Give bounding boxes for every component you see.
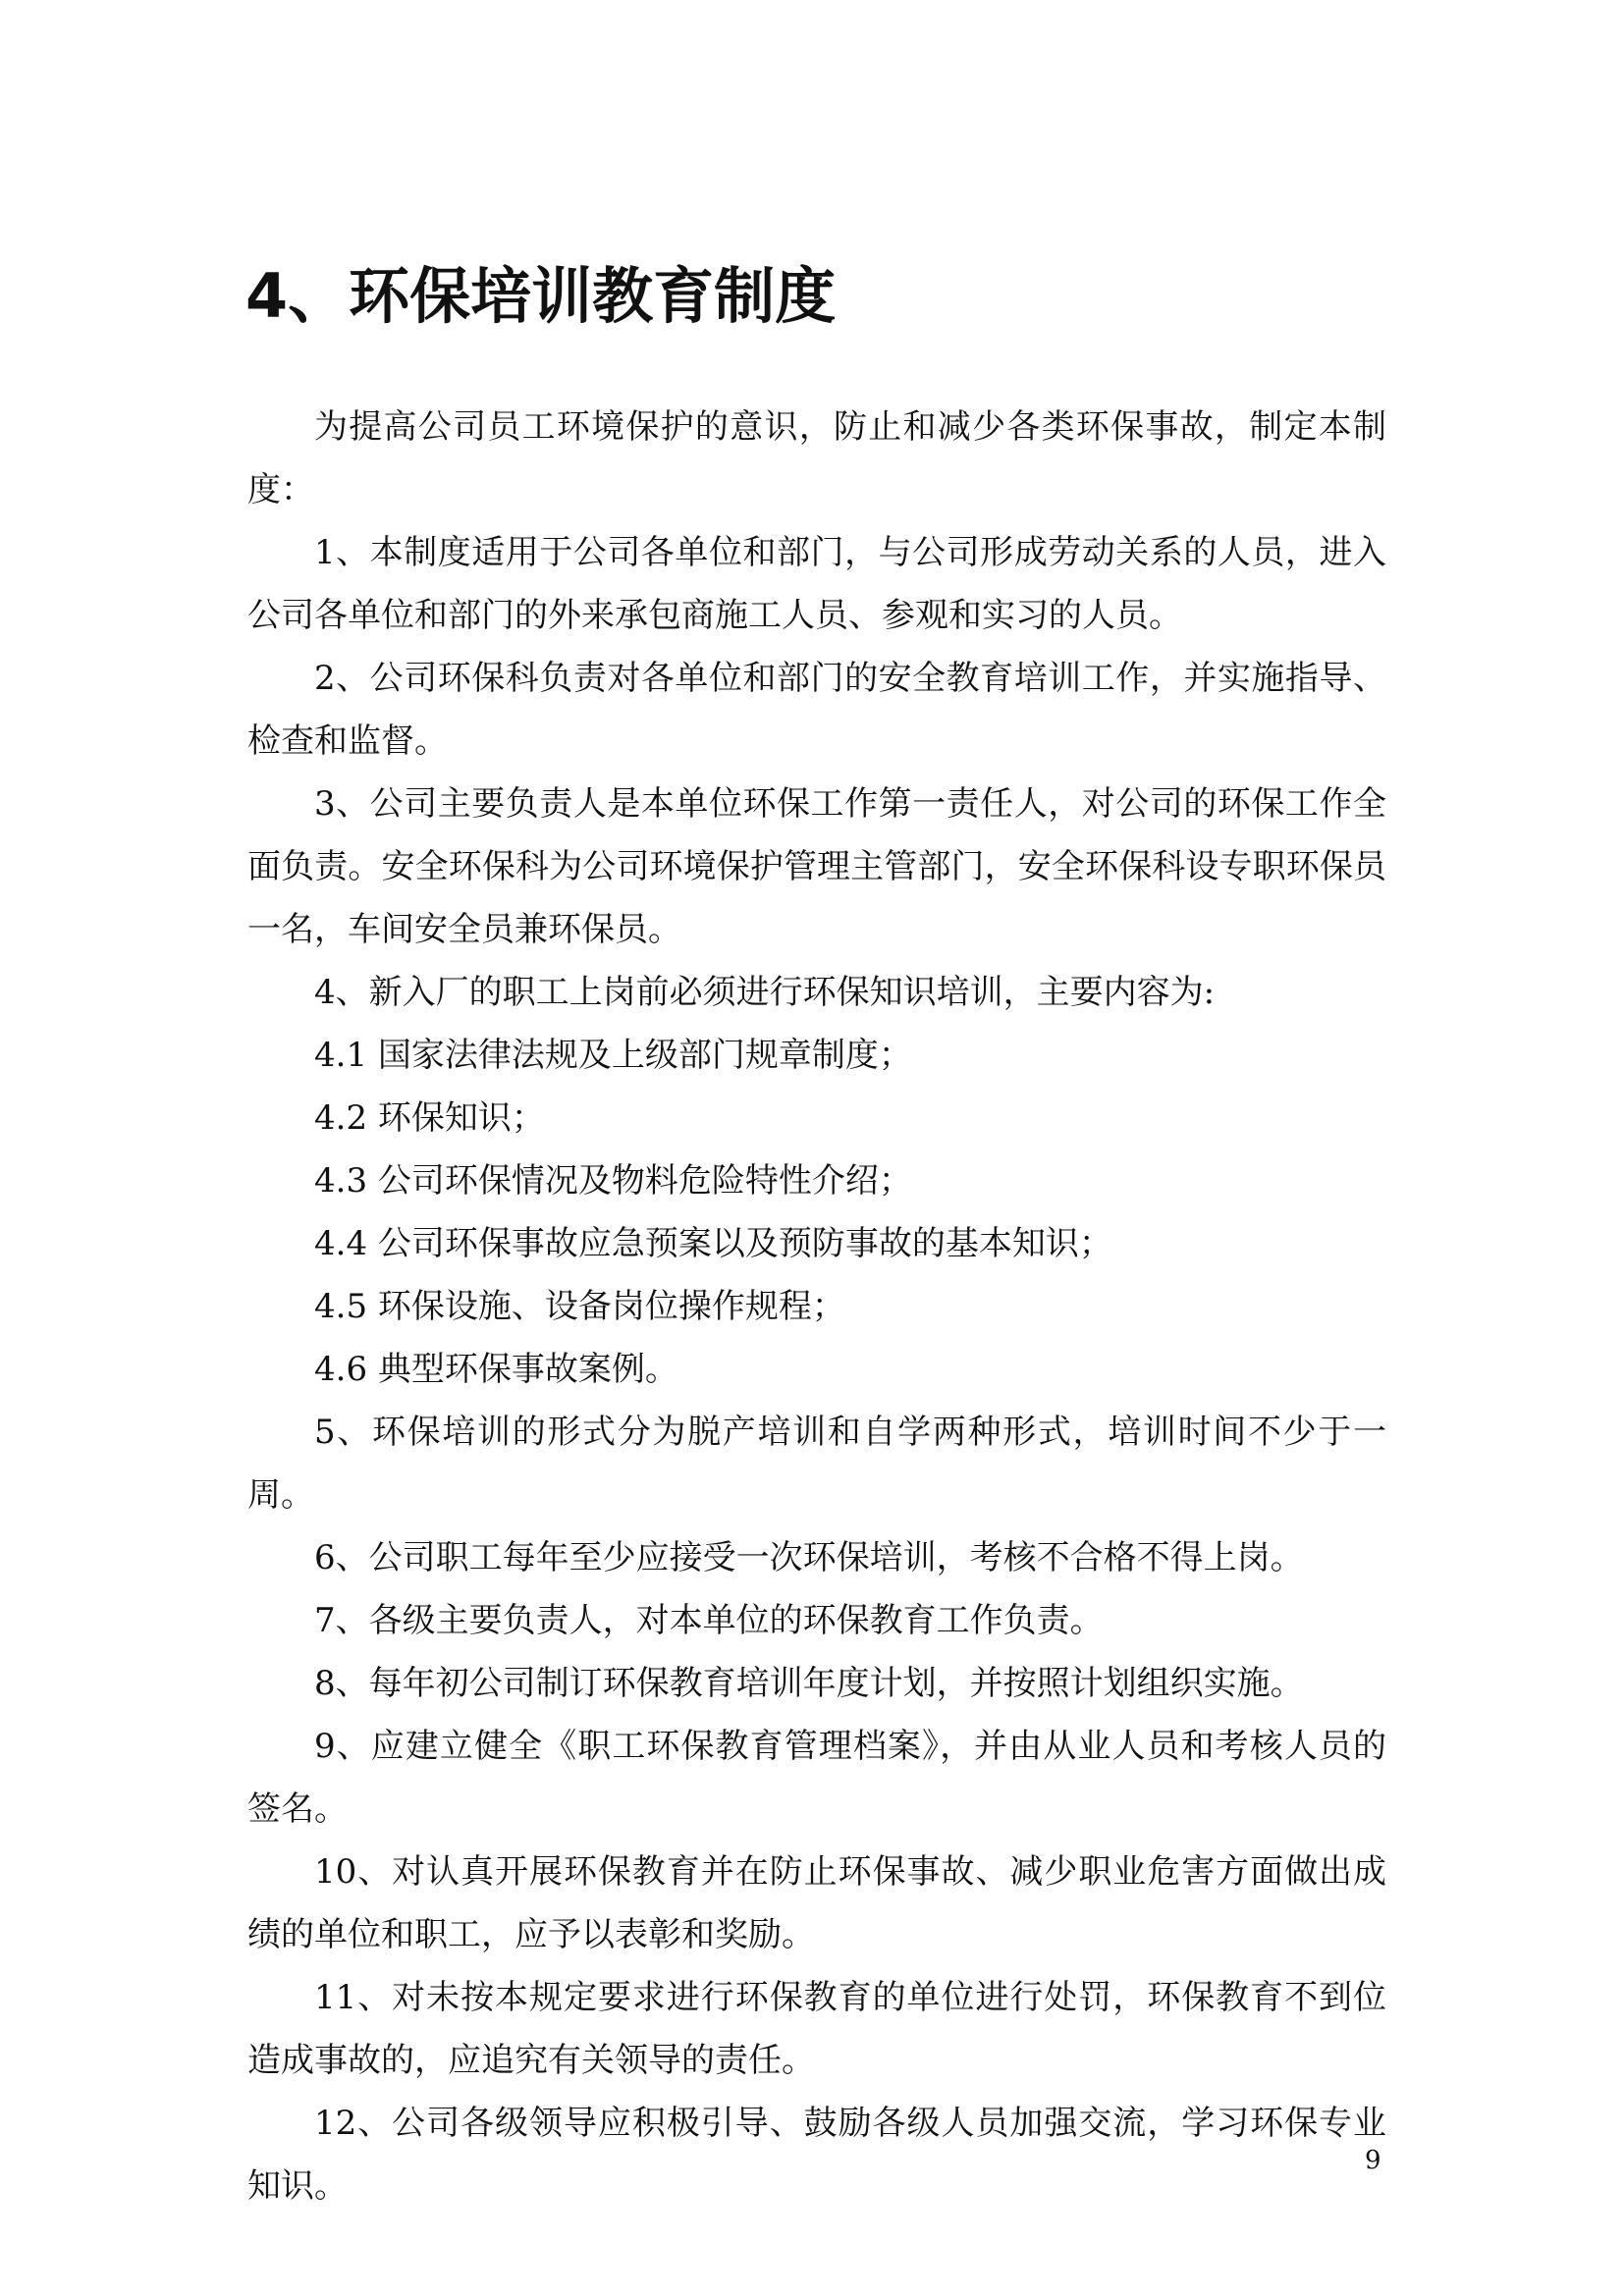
paragraph-4: 4、新入厂的职工上岗前必须进行环保知识培训，主要内容为: xyxy=(314,973,1216,1012)
paragraph-4-1: 4.1 国家法律法规及上级部门规章制度； xyxy=(314,1036,912,1075)
paragraph-3: 3、公司主要负责人是本单位环保工作第一责任人，对公司的环保工作全面负责。安全环保科为公司环境保护管理主管部门，安全环保科设专职环保员一名，车间安全员兼环保员。 xyxy=(247,784,1386,949)
paragraph-6: 6、公司职工每年至少应接受一次环保培训，考核不合格不得上岗。 xyxy=(314,1538,1304,1577)
paragraph-4-3: 4.3 公司环保情况及物料危险特性介绍； xyxy=(314,1161,912,1201)
paragraph-4-6: 4.6 典型环保事故案例。 xyxy=(314,1350,678,1389)
paragraph-11: 11、对未按本规定要求进行环保教育的单位进行处罚，环保教育不到位造成事故的，应追究有关领导的责任。 xyxy=(247,1978,1386,2080)
paragraph-7: 7、各级主要负责人，对本单位的环保教育工作负责。 xyxy=(314,1601,1104,1640)
paragraph-4-4: 4.4 公司环保事故应急预案以及预防事故的基本知识； xyxy=(314,1224,1112,1263)
paragraph-4-2: 4.2 环保知识； xyxy=(314,1098,545,1138)
paragraph-1: 1、本制度适用于公司各单位和部门，与公司形成劳动关系的人员，进入公司各单位和部门的外来承包商施工人员、参观和实习的人员。 xyxy=(247,533,1386,635)
paragraph-4-5: 4.5 环保设施、设备岗位操作规程； xyxy=(314,1287,845,1326)
paragraph-5: 5、环保培训的形式分为脱产培训和自学两种形式，培训时间不少于一周。 xyxy=(247,1413,1386,1515)
paragraph-8: 8、每年初公司制订环保教育培训年度计划，并按照计划组织实施。 xyxy=(314,1664,1304,1703)
document-body xyxy=(247,396,1386,2217)
page-title: 4、环保培训教育制度 xyxy=(245,260,837,332)
page-number: 9 xyxy=(1365,2146,1381,2175)
paragraph-2: 2、公司环保科负责对各单位和部门的安全教育培训工作，并实施指导、检查和监督。 xyxy=(247,659,1386,761)
paragraph-9: 9、应建立健全《职工环保教育管理档案》，并由从业人员和考核人员的签名。 xyxy=(247,1727,1386,1829)
paragraph-12: 12、公司各级领导应积极引导、鼓励各级人员加强交流，学习环保专业知识。 xyxy=(247,2104,1386,2206)
paragraph-10: 10、对认真开展环保教育并在防止环保事故、减少职业危害方面做出成绩的单位和职工，应予以表彰和奖励。 xyxy=(247,1852,1386,1954)
paragraph-intro: 为提高公司员工环境保护的意识，防止和减少各类环保事故，制定本制度： xyxy=(247,407,1386,509)
